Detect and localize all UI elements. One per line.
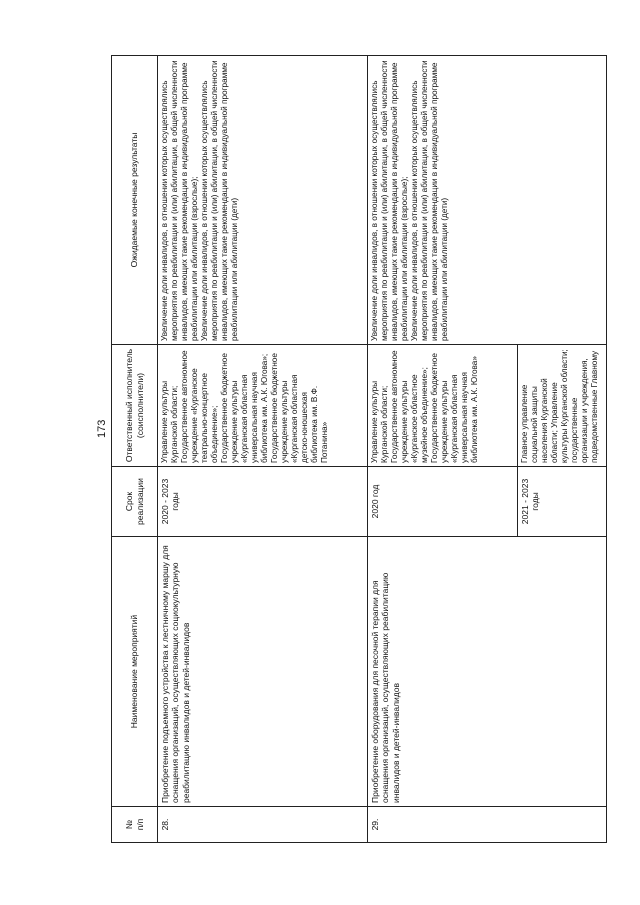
measure-name: Приобретение подъемного устройства к лестничному маршу для оснащения организаций, осуществляющих социокультурную реабилитацию инвалидов и детей-инвалидов bbox=[158, 537, 368, 807]
table-row bbox=[158, 56, 368, 843]
responsible-executor: Главное управление социальной защиты населения Курганской области; Управление культуры Курганской области; государственные организации и учреждения, подведомственные Главному bbox=[518, 345, 607, 467]
header-num: № п/п bbox=[112, 807, 158, 843]
header-name: Наименование мероприятий bbox=[112, 537, 158, 807]
implementation-term: 2021 - 2023 годы bbox=[518, 467, 607, 537]
header-executor: Ответственный исполнитель (соисполнители) bbox=[112, 345, 158, 467]
row-number: 28. bbox=[158, 807, 368, 843]
table-header-row bbox=[112, 56, 158, 843]
implementation-term: 2020 - 2023 годы bbox=[158, 467, 368, 537]
row-number: 29. bbox=[368, 807, 607, 843]
expected-results: Увеличение доли инвалидов, в отношении которых осуществлялись мероприятия по реабилитации и (или) абилитации, в общей численности инвалидов, имеющих такие рекомендации в индивидуальной программе реабилитации или абилитации (взрослые); Увеличение доли инвалидов, в отношении которых осуществлялись мероприятия по реабилитации и (или) абилитации, в общей численности инвалидов, имеющих такие рекомендации в индивидуальной программе реабилитации или абилитации (дети) bbox=[158, 56, 368, 345]
rotated-table-wrapper bbox=[111, 55, 607, 843]
implementation-term: 2020 год bbox=[368, 467, 518, 537]
expected-results: Увеличение доли инвалидов, в отношении которых осуществлялись мероприятия по реабилитации и (или) абилитации, в общей численности инвалидов, имеющих такие рекомендации в индивидуальной программе реабилитации или абилитации (взрослые); Увеличение доли инвалидов, в отношении которых осуществлялись мероприятия по реабилитации и (или) абилитации, в общей численности инвалидов, имеющих такие рекомендации в индивидуальной программе реабилитации или абилитации (дети) bbox=[368, 56, 607, 345]
responsible-executor: Управление культуры Курганской области; Государственное автономное учреждение «Курганское театрально-концертное объединение»; Государственное бюджетное учреждение культуры «Курганская областная универсальная научная библиотека им. А.К. Югова»; Государственное бюджетное учреждение культуры «Курганская областная детско-юношеская библиотека им. В.Ф. Потанина» bbox=[158, 345, 368, 467]
header-results: Ожидаемые конечные результаты bbox=[112, 56, 158, 345]
table-row bbox=[368, 56, 518, 843]
measures-table bbox=[111, 55, 607, 843]
header-term: Срок реализации bbox=[112, 467, 158, 537]
responsible-executor: Управление культуры Курганской области; Государственное автономное учреждение культуры «Курганское областное музейное объединение»; Государственное бюджетное учреждение культуры «Курганская областная универсальная научная библиотека им. А.К. Югова» bbox=[368, 345, 518, 467]
measure-name: Приобретение оборудования для песочной терапии для оснащения организаций, осуществляющих реабилитацию инвалидов и детей-инвалидов bbox=[368, 537, 607, 807]
page-number: 173 bbox=[96, 419, 108, 438]
